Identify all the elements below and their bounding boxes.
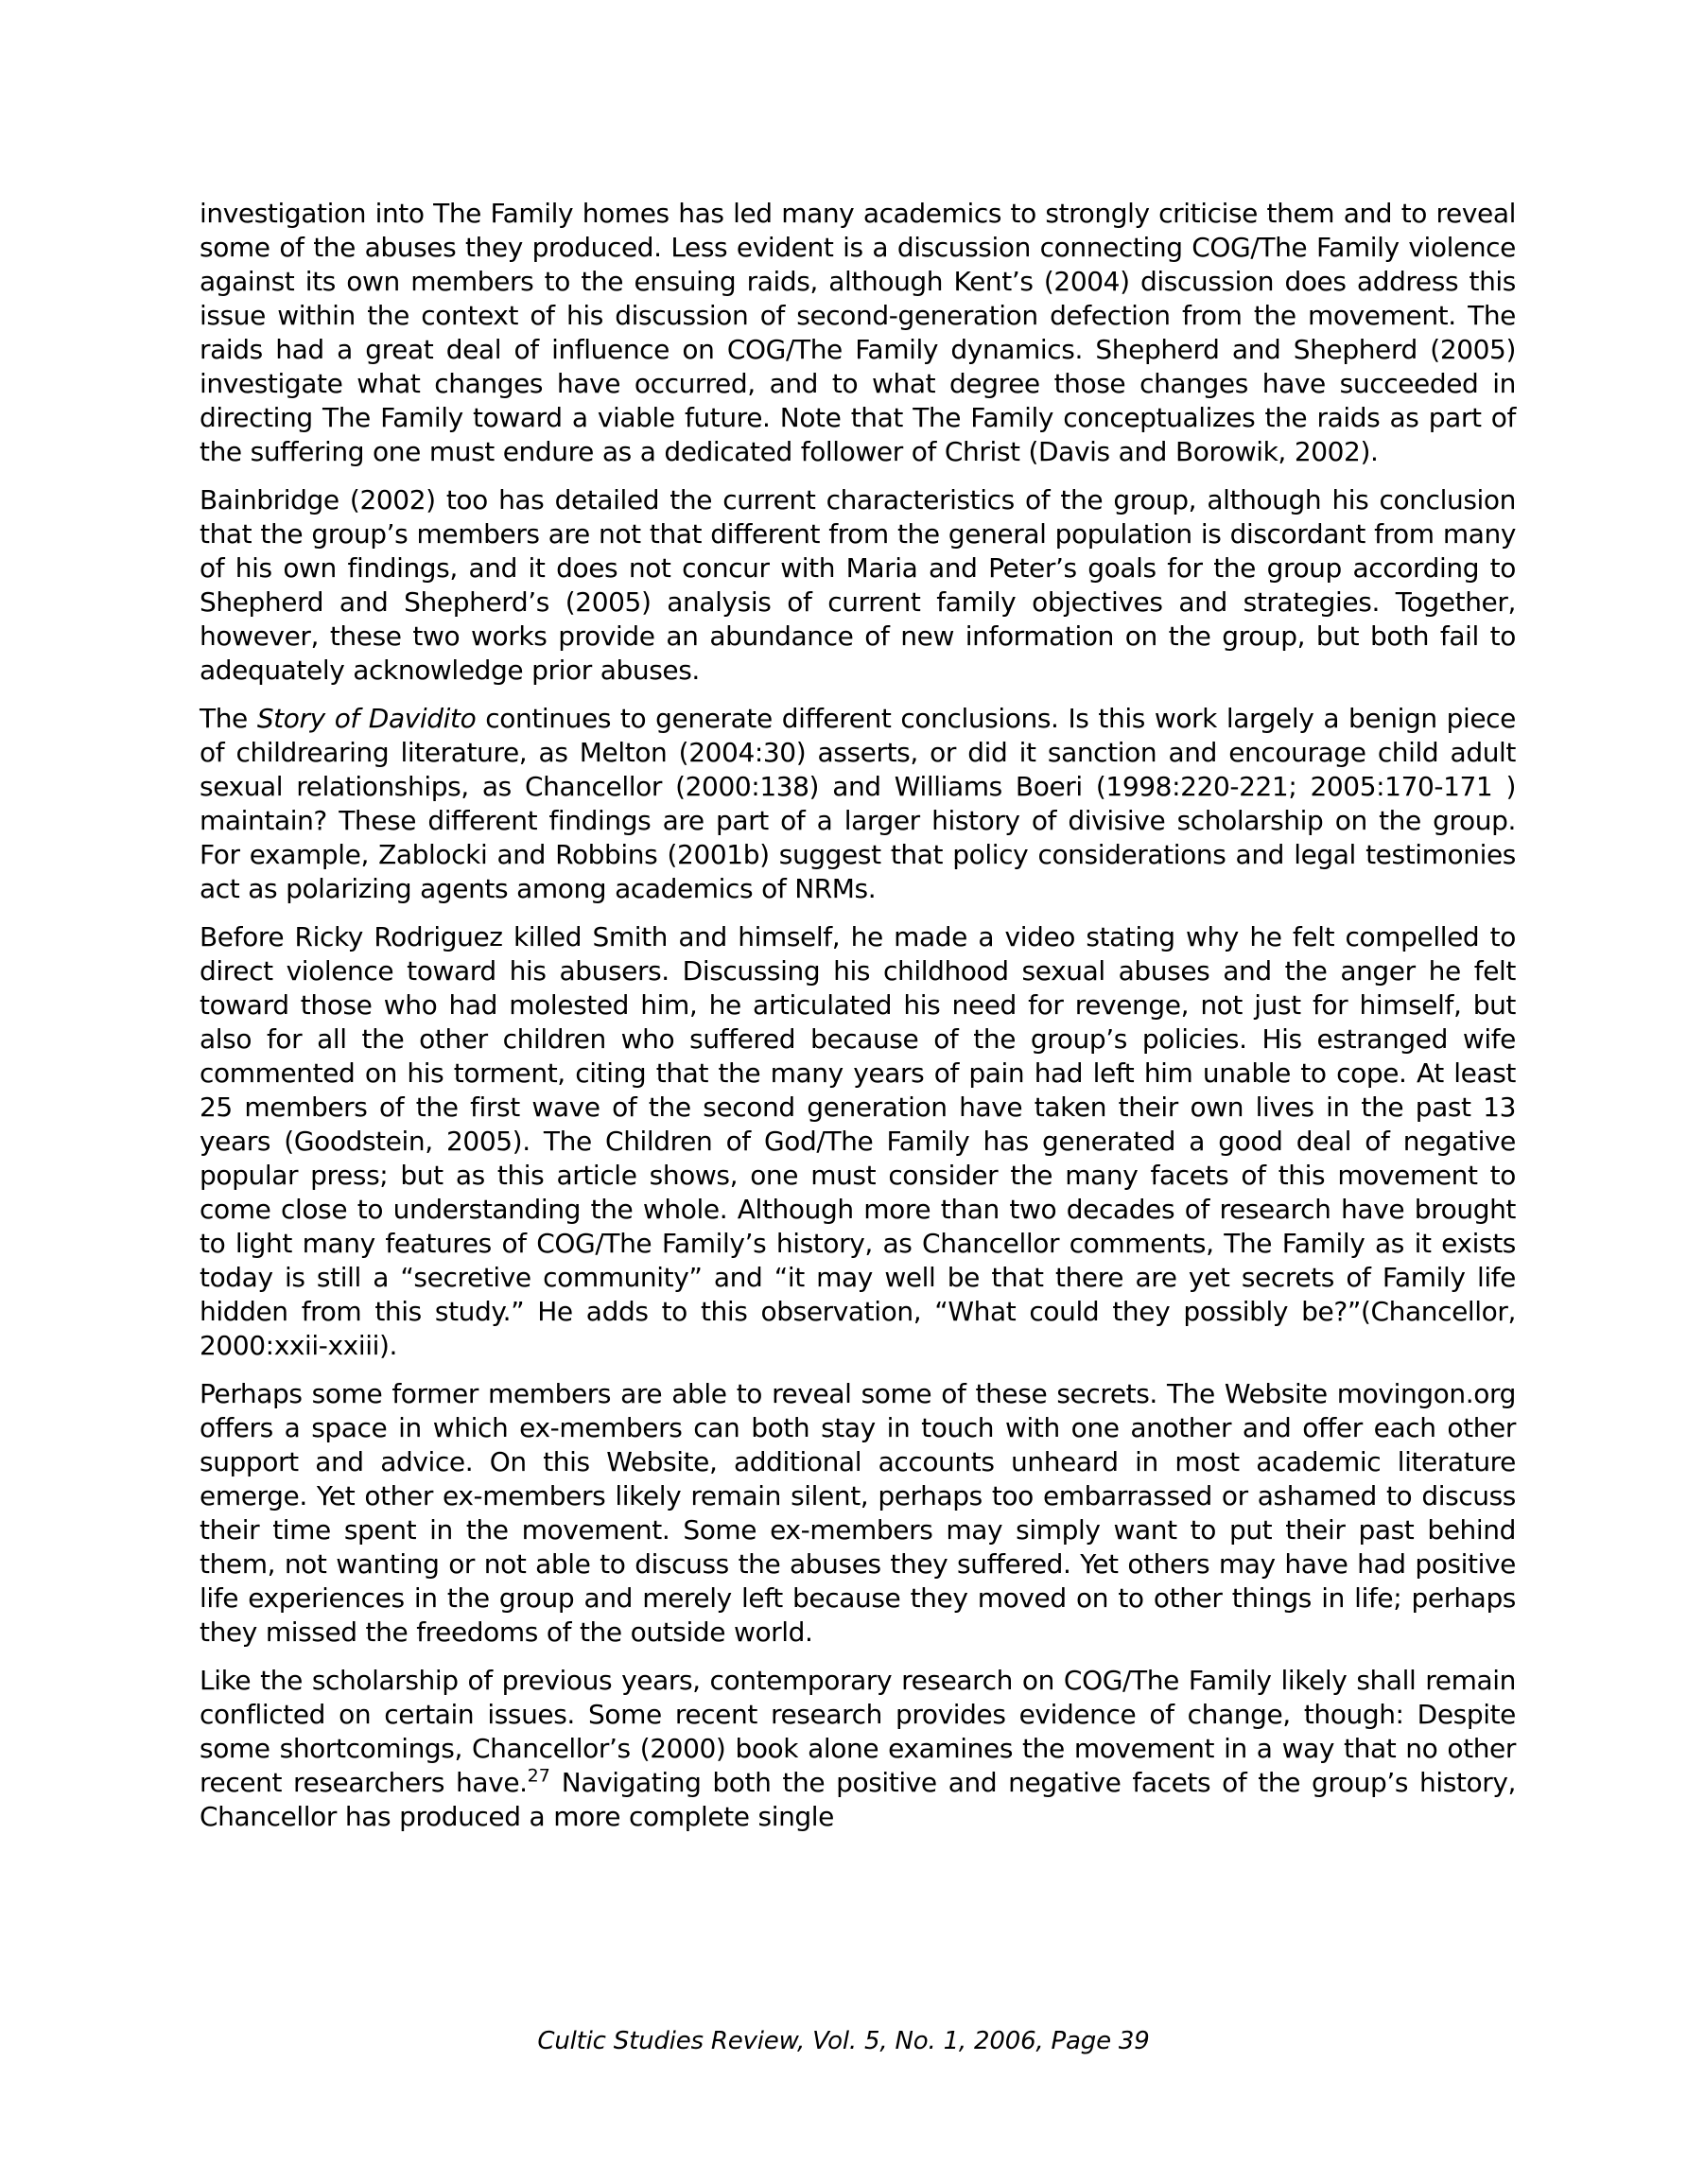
paragraph-1: [200, 197, 1516, 469]
footer-text: Cultic Studies Review, Vol. 5, No. 1, 2006, Page 39: [537, 2027, 1150, 2055]
text-run-italic: Story of Davidito: [256, 703, 477, 734]
text-run: The: [200, 703, 257, 734]
text-run: Before Ricky Rodriguez killed Smith and himself, he made a video stating why he felt compelled to direct violence toward his abusers. Discussing his childhood sexual abuses and the anger he felt toward those who had molested him, he articulated his need for revenge, not just for himself, but also for all the other children who suffered because of the group’s policies. His estranged wife commented on his torment, citing that the many years of pain had left him unable to cope. At least 25 members of the first wave of the second generation have taken their own lives in the past 13 years (Goodstein, 2005). The Children of God/The Family has generated a good deal of negative popular press; but as this article shows, one must consider the many facets of this movement to come close to understanding the whole. Although more than two decades of research have brought to light many features of COG/The Family’s history, as Chancellor comments, The Family as it exists today is still a “secretive community” and “it may well be that there are yet secrets of Family life hidden from this study.” He adds to this observation, “What could they possibly be?”(Chancellor, 2000:xxii-xxiii).: [200, 921, 1516, 1361]
text-run: continues to generate different conclusions. Is this work largely a benign piece of childrearing literature, as Melton (2004:30) asserts, or did it sanction and encourage child adult sexual relationships, as Chancellor (2000:138) and Williams Boeri (1998:220-221; 2005:170-171 ) maintain? These different findings are part of a larger history of divisive scholarship on the group. For example, Zablocki and Robbins (2001b) suggest that policy considerations and legal testimonies act as polarizing agents among academics of NRMs.: [200, 703, 1516, 904]
paragraph-6: [200, 1664, 1516, 1834]
page-footer: [0, 2025, 1687, 2057]
text-run: Like the scholarship of previous years, contemporary research on COG/The Family likely shall remain conflicted on certain issues. Some recent research provides evidence of change, though: Despite some shortcomings, Chancellor’s (2000) book alone examines the movement in a way that no other recent researchers have.: [200, 1665, 1516, 1798]
text-run: investigation into The Family homes has led many academics to strongly criticise them and to reveal some of the abuses they produced. Less evident is a discussion connecting COG/The Family violence against its own members to the ensuing raids, although Kent’s (2004) discussion does address this issue within the context of his discussion of second-generation defection from the movement. The raids had a great deal of influence on COG/The Family dynamics. Shepherd and Shepherd (2005) investigate what changes have occurred, and to what degree those changes have succeeded in directing The Family toward a viable future. Note that The Family conceptualizes the raids as part of the suffering one must endure as a dedicated follower of Christ (Davis and Borowik, 2002).: [200, 198, 1516, 467]
text-run: Bainbridge (2002) too has detailed the current characteristics of the group, although his conclusion that the group’s members are not that different from the general population is discordant from many of his own findings, and it does not concur with Maria and Peter’s goals for the group according to Shepherd and Shepherd’s (2005) analysis of current family objectives and strategies. Together, however, these two works provide an abundance of new information on the group, but both fail to adequately acknowledge prior abuses.: [200, 484, 1516, 686]
footnote-reference: 27: [527, 1765, 550, 1787]
paragraph-4: [200, 920, 1516, 1363]
paragraph-3: [200, 702, 1516, 906]
paragraph-2: [200, 483, 1516, 688]
text-run: Navigating both the positive and negative facets of the group’s history, Chancellor has produced a more complete single: [200, 1767, 1516, 1832]
paragraph-5: [200, 1377, 1516, 1650]
document-body: [200, 197, 1516, 1834]
text-run: Perhaps some former members are able to reveal some of these secrets. The Website movingon.org offers a space in which ex-members can both stay in touch with one another and offer each other support and advice. On this Website, additional accounts unheard in most academic literature emerge. Yet other ex-members likely remain silent, perhaps too embarrassed or ashamed to discuss their time spent in the movement. Some ex-members may simply want to put their past behind them, not wanting or not able to discuss the abuses they suffered. Yet others may have had positive life experiences in the group and merely left because they moved on to other things in life; perhaps they missed the freedoms of the outside world.: [200, 1378, 1516, 1648]
